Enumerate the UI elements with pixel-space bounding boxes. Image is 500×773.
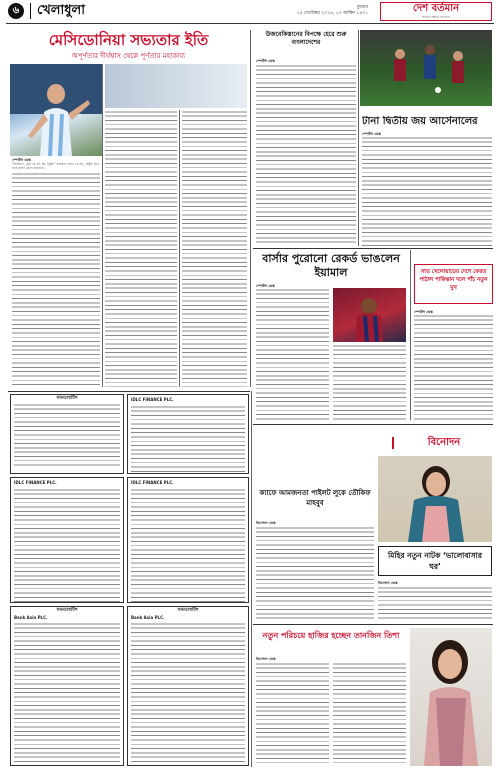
macedonia-photo-2	[105, 64, 247, 108]
masthead-box	[380, 2, 492, 21]
page-number: ৬	[8, 3, 24, 19]
ad-bank-title: IDLC FINANCE PLC.	[131, 397, 174, 402]
section-rule	[253, 624, 493, 625]
ad-bank-title: IDLC FINANCE PLC.	[131, 480, 174, 485]
column-divider	[410, 250, 411, 420]
arsenal-body	[362, 136, 492, 246]
ad-notice-title: সমনলোটিশ	[177, 608, 199, 613]
ad-bank-2	[127, 477, 249, 603]
ad-notice-1	[10, 394, 124, 474]
ad-notice-body	[14, 403, 120, 469]
ad-notice-body	[14, 488, 120, 602]
ad-bank-1	[127, 394, 249, 474]
section-rule	[8, 391, 250, 392]
masthead-title: দেশ বর্তমান	[412, 3, 460, 14]
bangladesh-body	[256, 64, 356, 246]
macedonia-body-col3	[182, 110, 247, 387]
column-divider	[251, 391, 252, 767]
ad-bank-title: Bank Asia PLC.	[14, 615, 48, 620]
cafe-byline: বিনোদন ডেস্ক	[256, 521, 276, 525]
date-label: ২৫ সেপ্টেম্বর ২০২৪, ১০ আশ্বিন ১৪৩১	[296, 11, 368, 16]
header-rule	[6, 23, 494, 24]
tanjin-body-col2	[333, 662, 406, 766]
ad-notice-title: সমনলোটিশ	[56, 396, 78, 401]
barca-photo	[333, 288, 406, 342]
arsenal-headline: টানা দ্বিতীয় জয় আর্সেনালের	[362, 116, 478, 127]
ad-notice-body	[14, 622, 120, 764]
macedonia-photo	[10, 64, 102, 156]
column-divider	[179, 110, 180, 387]
macedonia-body-col1	[12, 172, 100, 387]
pakistan-headline-box	[414, 264, 493, 304]
macedonia-body-col2	[105, 110, 177, 387]
pakistan-byline: স্পোর্টস ডেস্ক	[414, 310, 433, 314]
mihir-headline: মিহির নতুন নাটক ‘ভালোবাসার ঘর’	[388, 551, 482, 571]
ad-notice-2	[10, 477, 124, 603]
day-label: বুধবার	[356, 5, 368, 10]
mihir-byline: বিনোদন ডেস্ক	[378, 581, 398, 585]
ad-bank-title: Bank Asia PLC.	[131, 615, 165, 620]
column-divider	[250, 30, 251, 387]
macedonia-byline: স্পোর্টস ডেস্ক	[12, 158, 31, 162]
bangladesh-byline: স্পোর্টস ডেস্ক	[256, 59, 275, 63]
macedonia-lead: “বাস্তবতা, তুমি যে বড় রূঢ় নিষ্ঠুর” বাস্তবতা মানে যে রূঢ়, নিষ্ঠুর সত্য, তার প্রমাণ মেলে কাতারে।	[12, 162, 100, 171]
cafe-photo	[378, 456, 492, 542]
section-rule	[253, 248, 493, 249]
tanjin-body-col1	[256, 662, 329, 766]
barca-body-col2	[333, 344, 406, 420]
bangladesh-kicker: উজবেকিস্তানের বিপক্ষে হেরে শুরু বাংলাদেশের	[265, 31, 347, 46]
section-label: খেলাধুলা	[30, 3, 85, 19]
barca-byline: স্পোর্টস ডেস্ক	[256, 284, 275, 288]
binodon-section-label: বিনোদন	[392, 437, 494, 449]
macedonia-subtitle: অপূর্ণতার দীর্ঘশ্বাস থেকে পূর্ণতার মহাকাব্য	[71, 52, 186, 60]
macedonia-headline: মেসিডোনিয়া সভ্যতার ইতি	[48, 31, 209, 49]
ad-bank-body	[131, 405, 245, 473]
pakistan-headline: সাত খেলোয়াড়ের দেশে ফেরত পাঠাল পাকিস্তান দলে পাঁচ নতুন মুখ	[419, 269, 488, 291]
arsenal-byline: স্পোর্টস ডেস্ক	[362, 132, 381, 136]
ad-bank-body	[131, 488, 245, 602]
ad-bank-body	[131, 622, 245, 764]
bangladesh-photo	[360, 30, 492, 106]
ad-notice-title: সমনলোটিশ	[56, 608, 78, 613]
cafe-headline: ক্যাফে আমজনতা পাইলট লুকে তৌকিফ মাহবুব	[259, 489, 371, 507]
mihir-headline-box	[378, 546, 492, 576]
ad-notice-title: IDLC FINANCE PLC.	[14, 480, 57, 485]
section-rule	[253, 424, 493, 425]
ad-notice-3	[10, 606, 124, 766]
page-header	[0, 0, 500, 24]
masthead-subtitle: সত্যের সন্ধানে প্রতিদিন	[422, 15, 450, 19]
column-divider	[358, 30, 359, 246]
pakistan-body	[414, 314, 493, 420]
barca-body-col1	[256, 288, 329, 420]
barca-headline: বার্সার পুরোনো রেকর্ড ভাঙলেন ইয়ামাল	[262, 252, 400, 279]
tanjin-byline: বিনোদন ডেস্ক	[256, 657, 276, 661]
ad-bank-3	[127, 606, 249, 766]
cafe-body	[256, 526, 374, 622]
tanjin-photo	[410, 628, 492, 766]
tanjin-headline: নতুন পরিচয়ে হাজির হচ্ছেন তানজিন তিশা	[262, 631, 400, 640]
column-divider	[102, 64, 103, 387]
mihir-body	[378, 586, 492, 622]
